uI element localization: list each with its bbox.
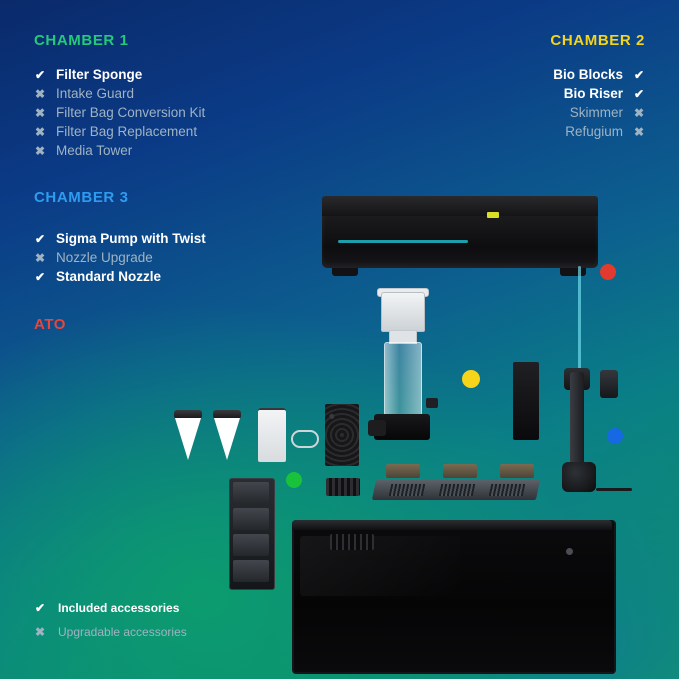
- cross-icon: ✖: [633, 105, 645, 120]
- chamber-1-heading: CHAMBER 1: [34, 32, 129, 49]
- list-item-label: Sigma Pump with Twist: [56, 231, 206, 246]
- cross-icon: ✖: [34, 625, 46, 639]
- aquarium-tank-rim: [292, 520, 612, 530]
- bio-block: [443, 464, 477, 478]
- bio-riser: [513, 362, 539, 440]
- list-item-label: Skimmer: [569, 105, 623, 120]
- light-bar-top: [322, 196, 598, 216]
- cross-icon: ✖: [633, 124, 645, 139]
- aquarium-overflow-slots: [330, 534, 374, 550]
- bio-tray-cell: [439, 484, 476, 496]
- filter-sponge: [325, 404, 359, 466]
- aquarium-tank-knob: [566, 548, 573, 555]
- cross-icon: ✖: [34, 250, 46, 265]
- check-icon: ✔: [34, 231, 46, 246]
- chamber-1-list: [34, 65, 205, 160]
- list-item-label: Filter Sponge: [56, 67, 143, 82]
- light-bar-foot-right: [560, 268, 586, 276]
- rack-slot: [233, 482, 269, 504]
- filter-bag: [174, 410, 202, 460]
- aquarium-tank-glass-reflection: [300, 536, 460, 596]
- list-item-label: Filter Bag Conversion Kit: [56, 105, 206, 120]
- light-bar-foot-left: [332, 268, 358, 276]
- filter-sock: [258, 410, 286, 462]
- rack-slot: [233, 560, 269, 582]
- ato-tubing: [578, 266, 581, 374]
- list-item: [34, 84, 205, 103]
- legend: [34, 596, 187, 644]
- filter-bag: [213, 410, 241, 460]
- light-bar-led-strip: [338, 240, 468, 243]
- ato-mounting-clip: [600, 370, 618, 398]
- media-tower: [326, 478, 360, 496]
- list-item: [34, 103, 205, 122]
- bio-tray-cell: [489, 484, 526, 496]
- rack-slot: [233, 534, 269, 556]
- cross-icon: ✖: [34, 86, 46, 101]
- list-item: [34, 267, 206, 286]
- cross-icon: ✖: [34, 143, 46, 158]
- list-item: [553, 103, 645, 122]
- list-item-label: Bio Blocks: [553, 67, 623, 82]
- list-item: [553, 84, 645, 103]
- list-item: [34, 248, 206, 267]
- skimmer-collection-cup: [381, 292, 425, 332]
- ato-heading: ATO: [34, 316, 67, 333]
- intake-guard: [291, 430, 319, 448]
- legend-label: Upgradable accessories: [58, 625, 187, 639]
- skimmer-pump: [368, 420, 386, 436]
- rack-slot: [233, 508, 269, 530]
- list-item-label: Media Tower: [56, 143, 133, 158]
- bio-tray-cell: [389, 484, 426, 496]
- legend-item-upgradable: [34, 620, 187, 644]
- legend-label: Included accessories: [58, 601, 180, 615]
- chamber-3-list: [34, 229, 206, 286]
- list-item: [34, 122, 205, 141]
- ato-pump-base: [562, 462, 596, 492]
- skimmer-body: [384, 342, 422, 416]
- legend-item-included: [34, 596, 187, 620]
- chamber-3-heading: CHAMBER 3: [34, 189, 129, 206]
- list-item: [34, 141, 205, 160]
- check-icon: ✔: [34, 67, 46, 82]
- cross-icon: ✖: [34, 105, 46, 120]
- cross-icon: ✖: [34, 124, 46, 139]
- chamber-2-heading: CHAMBER 2: [550, 32, 645, 49]
- bio-block: [386, 464, 420, 478]
- list-item: [34, 65, 205, 84]
- light-bar-indicator: [487, 212, 499, 218]
- check-icon: ✔: [34, 269, 46, 284]
- bio-block: [500, 464, 534, 478]
- red-dot-icon: [600, 264, 616, 280]
- list-item: [553, 122, 645, 141]
- yellow-dot-icon: [462, 370, 480, 388]
- ato-power-cord: [596, 488, 632, 491]
- list-item: [34, 229, 206, 248]
- list-item-label: Filter Bag Replacement: [56, 124, 198, 139]
- chamber-2-list: [553, 65, 645, 141]
- filter-bag-cone: [214, 418, 240, 460]
- green-dot-icon: [286, 472, 302, 488]
- check-icon: ✔: [34, 601, 46, 615]
- list-item-label: Intake Guard: [56, 86, 135, 101]
- blue-dot-icon: [607, 428, 623, 444]
- filter-bag-cone: [175, 418, 201, 460]
- list-item: [553, 65, 645, 84]
- list-item-label: Standard Nozzle: [56, 269, 162, 284]
- list-item-label: Nozzle Upgrade: [56, 250, 153, 265]
- check-icon: ✔: [633, 86, 645, 101]
- list-item-label: Bio Riser: [563, 86, 623, 101]
- ato-pump-column: [570, 372, 584, 464]
- list-item-label: Refugium: [565, 124, 623, 139]
- check-icon: ✔: [633, 67, 645, 82]
- skimmer-outlet: [426, 398, 438, 408]
